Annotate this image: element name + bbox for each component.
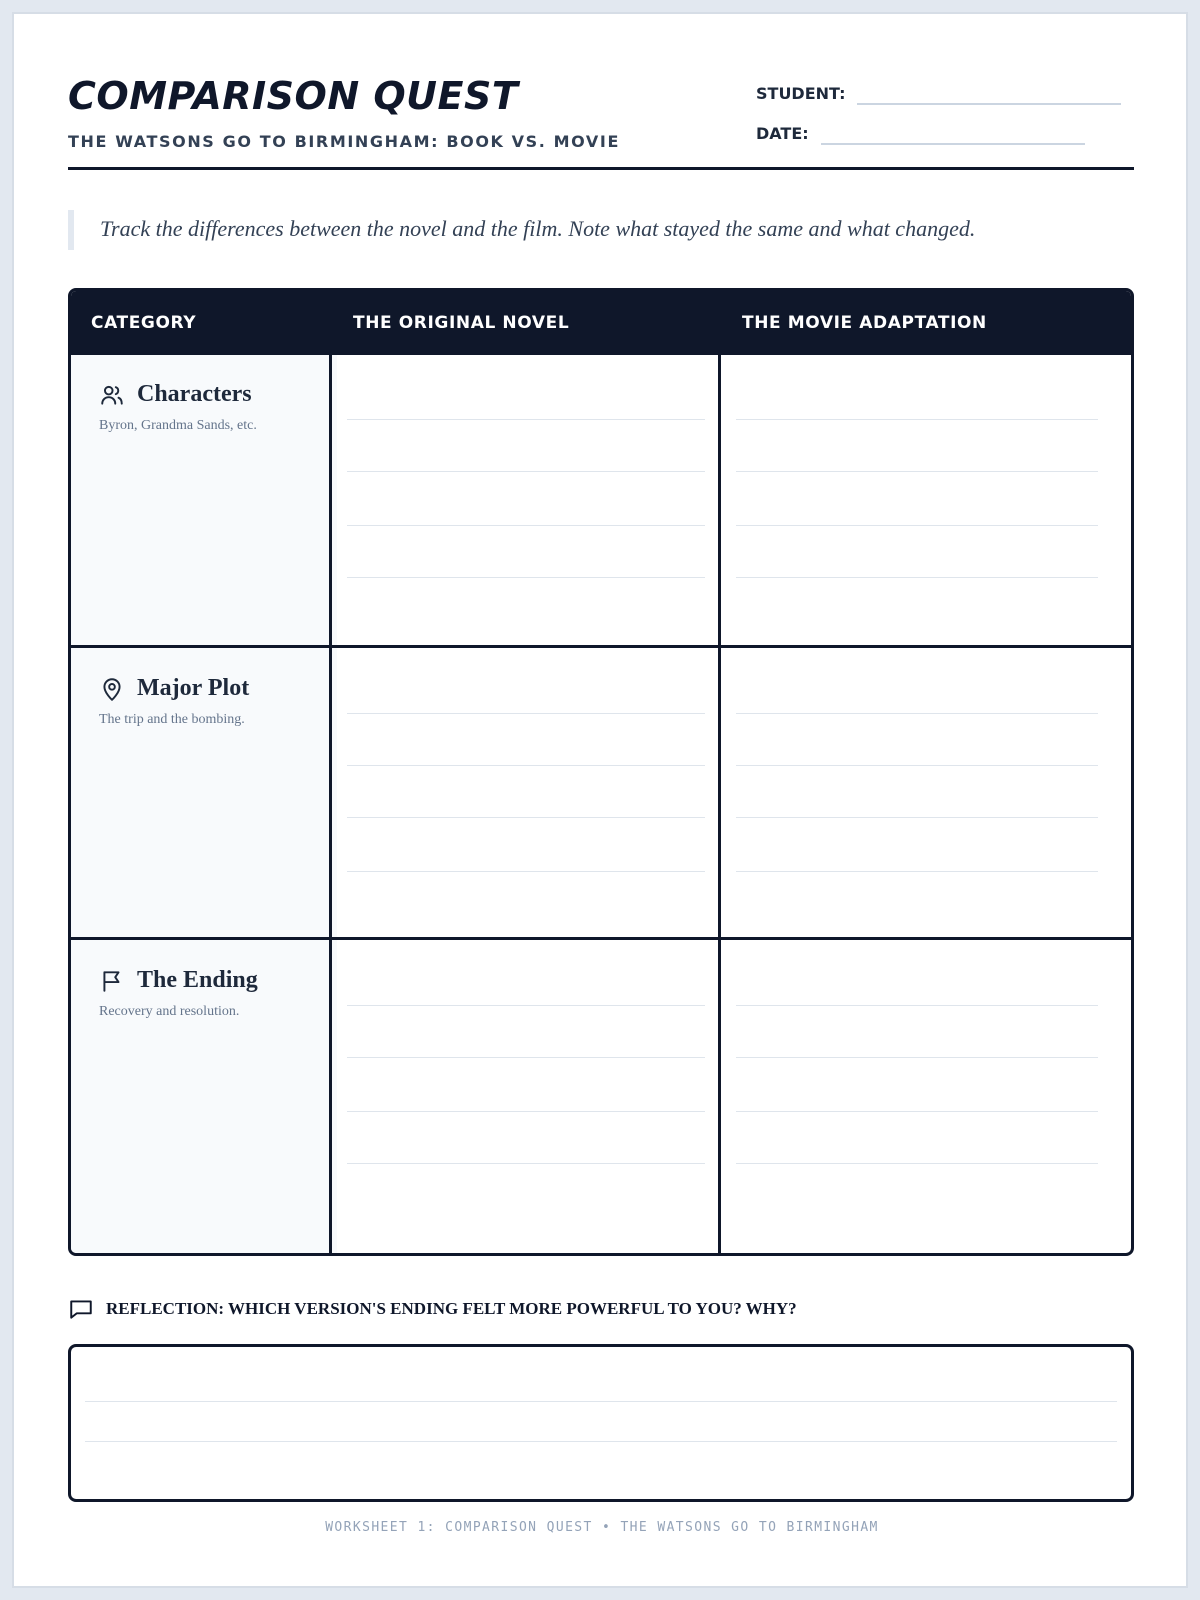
header-category: CATEGORY (91, 313, 197, 333)
reflection-prompt: REFLECTION: WHICH VERSION'S ENDING FELT MORE POWERFUL TO YOU? WHY? (106, 1299, 797, 1318)
map-pin-icon (99, 676, 125, 702)
worksheet-title: COMPARISON QUEST (68, 74, 519, 118)
date-field[interactable] (756, 124, 1085, 143)
category-title: Major Plot (137, 675, 250, 701)
category-description: The trip and the bombing. (99, 712, 245, 727)
table-header (71, 291, 1131, 355)
worksheet-header (68, 64, 1134, 170)
category-description: Byron, Grandma Sands, etc. (99, 418, 257, 433)
worksheet-page (12, 12, 1188, 1588)
category-title: Characters (137, 381, 252, 407)
writing-line (85, 1401, 1117, 1402)
people-icon (99, 382, 125, 408)
header-movie: THE MOVIE ADAPTATION (742, 313, 987, 333)
row-divider (71, 645, 1131, 648)
category-title: The Ending (137, 967, 258, 993)
row-divider (71, 937, 1131, 940)
flag-icon (99, 968, 125, 994)
category-the-ending (99, 967, 258, 1020)
worksheet-footer: WORKSHEET 1: COMPARISON QUEST • THE WATSONS GO TO BIRMINGHAM (325, 1520, 879, 1535)
instruction-text: Track the differences between the novel and the film. Note what stayed the same and what changed. (68, 210, 975, 250)
reflection-heading (68, 1296, 797, 1322)
worksheet-subtitle: THE WATSONS GO TO BIRMINGHAM: BOOK VS. MOVIE (68, 132, 621, 151)
column-divider (718, 291, 721, 1253)
column-divider (329, 291, 332, 1253)
category-characters (99, 381, 257, 434)
category-column (71, 355, 337, 1253)
writing-line (85, 1441, 1117, 1442)
reflection-answer-box[interactable] (68, 1344, 1134, 1502)
student-field[interactable] (756, 84, 1121, 103)
date-label: DATE: (756, 124, 809, 143)
category-description: Recovery and resolution. (99, 1004, 240, 1019)
header-novel: THE ORIGINAL NOVEL (353, 313, 570, 333)
speech-bubble-icon (68, 1296, 94, 1322)
student-label: STUDENT: (756, 84, 846, 103)
category-major-plot (99, 675, 249, 728)
student-name-line[interactable] (857, 103, 1121, 105)
date-line[interactable] (821, 143, 1085, 145)
comparison-table (68, 288, 1134, 1256)
